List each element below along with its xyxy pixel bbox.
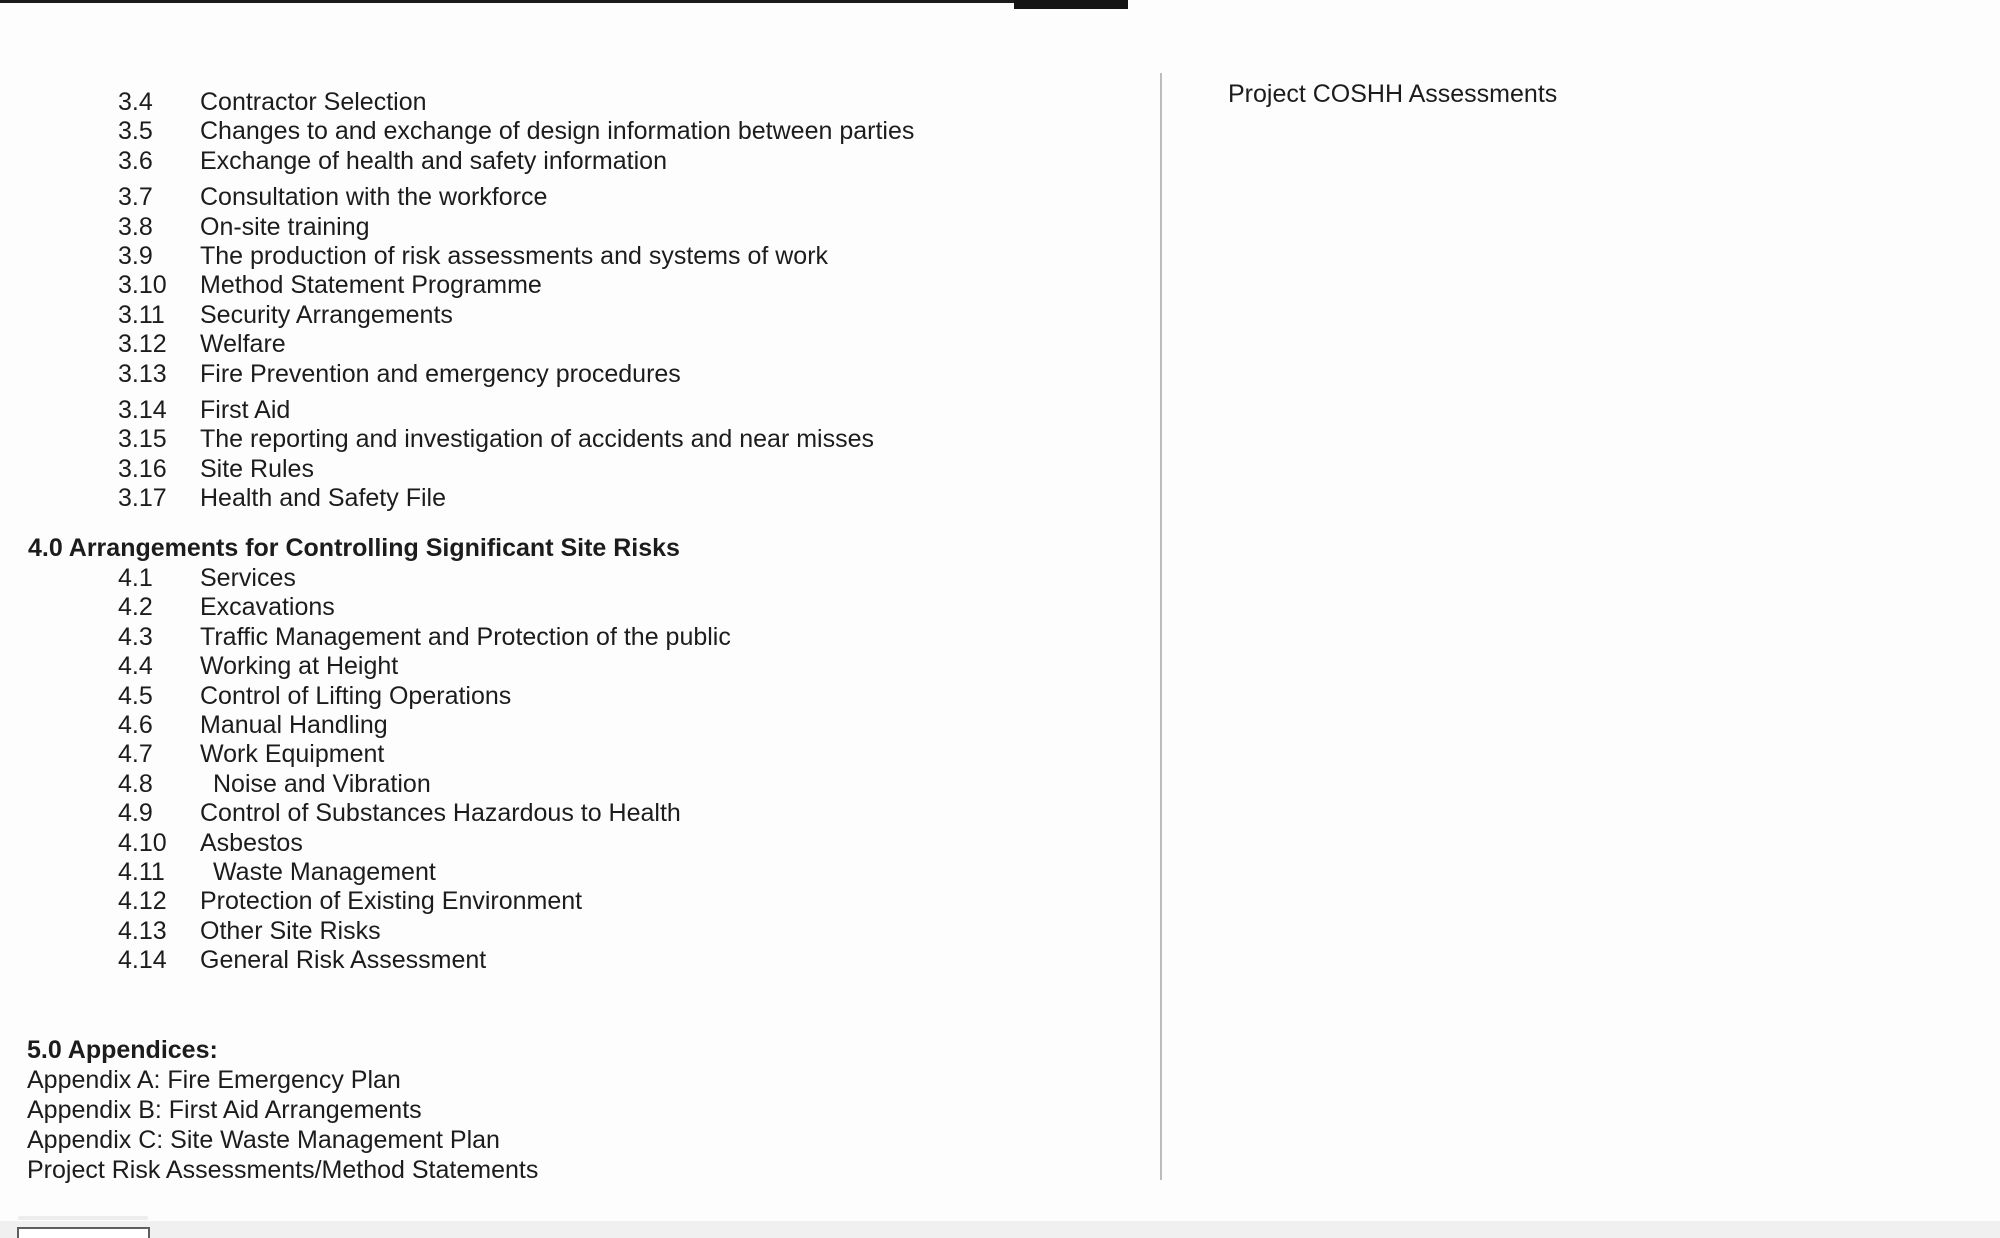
column-divider bbox=[1160, 73, 1162, 1180]
toc-item-number: 4.13 bbox=[118, 916, 167, 945]
toc-item-label: Consultation with the workforce bbox=[200, 183, 548, 212]
toc-item-number: 3.14 bbox=[118, 395, 167, 424]
toc-item bbox=[0, 330, 914, 359]
toc-item-number: 3.10 bbox=[118, 271, 167, 300]
toc-item-label: The production of risk assessments and systems of work bbox=[200, 241, 829, 270]
toc-item-number: 3.5 bbox=[118, 117, 153, 146]
toc-item-number: 3.15 bbox=[118, 425, 167, 454]
toc-item-number: 4.14 bbox=[118, 946, 167, 975]
toc-item-number: 3.17 bbox=[118, 484, 167, 513]
toc-item bbox=[0, 917, 731, 946]
toc-item-number: 3.16 bbox=[118, 454, 167, 483]
section-5-heading: 5.0 Appendices: bbox=[27, 1036, 218, 1064]
toc-item-number: 3.6 bbox=[118, 146, 153, 175]
right-column-title: Project COSHH Assessments bbox=[1228, 80, 1558, 108]
toc-item-label: Exchange of health and safety information bbox=[200, 146, 667, 175]
toc-item-number: 3.4 bbox=[118, 88, 153, 116]
toc-item-label: Fire Prevention and emergency procedures bbox=[200, 359, 681, 388]
section-5-block bbox=[27, 1035, 538, 1185]
toc-item-label: Health and Safety File bbox=[200, 484, 446, 513]
toc-item bbox=[0, 887, 731, 916]
toc-item-label: Traffic Management and Protection of the public bbox=[200, 622, 731, 651]
toc-item-label: Working at Height bbox=[200, 652, 399, 681]
toc-item bbox=[0, 829, 731, 858]
toc-item-number: 4.6 bbox=[118, 710, 153, 739]
toc-item bbox=[0, 147, 914, 176]
appendix-line: Appendix C: Site Waste Management Plan bbox=[27, 1126, 500, 1154]
toc-item-number: 4.12 bbox=[118, 887, 167, 916]
toc-item bbox=[0, 425, 914, 454]
toc-item-label: Control of Substances Hazardous to Health bbox=[200, 799, 681, 828]
toc-item-number: 3.12 bbox=[118, 330, 167, 359]
appendix-line: Appendix A: Fire Emergency Plan bbox=[27, 1066, 401, 1094]
toc-item-number: 4.5 bbox=[118, 681, 153, 710]
toc-item bbox=[0, 740, 731, 769]
toc-item-number: 4.7 bbox=[118, 740, 153, 769]
toc-item bbox=[0, 242, 914, 271]
bottom-bar bbox=[0, 1221, 2000, 1238]
toc-item-label: Contractor Selection bbox=[200, 88, 427, 116]
toc-item-number: 3.11 bbox=[118, 300, 165, 329]
toc-item bbox=[0, 623, 731, 652]
section-3-list bbox=[0, 88, 914, 513]
toc-item-number: 4.11 bbox=[118, 857, 165, 886]
toc-item-number: 4.3 bbox=[118, 622, 153, 651]
toc-item bbox=[0, 946, 731, 975]
toc-item-label: Welfare bbox=[200, 330, 286, 359]
toc-item-label: Services bbox=[200, 564, 296, 592]
toc-item-number: 3.9 bbox=[118, 241, 153, 270]
toc-item bbox=[0, 652, 731, 681]
toc-item-label: Asbestos bbox=[200, 828, 303, 857]
toc-item-number: 4.4 bbox=[118, 652, 153, 681]
toc-item bbox=[0, 271, 914, 300]
toc-item-label: Security Arrangements bbox=[200, 300, 453, 329]
toc-item-number: 3.8 bbox=[118, 212, 153, 241]
toc-item-label: Other Site Risks bbox=[200, 916, 381, 945]
toc-item-label: Manual Handling bbox=[200, 710, 388, 739]
appendix-line: Project Risk Assessments/Method Statements bbox=[27, 1156, 539, 1184]
toc-item bbox=[0, 396, 914, 425]
toc-item bbox=[0, 564, 731, 593]
section-4-list bbox=[0, 564, 731, 975]
toc-item-label: Noise and Vibration bbox=[213, 769, 431, 798]
toc-item-number: 4.1 bbox=[118, 564, 153, 592]
toc-item-number: 3.7 bbox=[118, 183, 153, 212]
toc-item-label: First Aid bbox=[200, 395, 291, 424]
toc-item-number: 4.10 bbox=[118, 828, 167, 857]
toc-item-label: The reporting and investigation of accidents and near misses bbox=[200, 425, 874, 454]
toc-item bbox=[0, 484, 914, 513]
toc-item bbox=[0, 711, 731, 740]
toc-item-label: Site Rules bbox=[200, 454, 314, 483]
toc-item bbox=[0, 183, 914, 212]
toc-item bbox=[0, 799, 731, 828]
toc-item-number: 3.13 bbox=[118, 359, 167, 388]
toc-item-number: 4.2 bbox=[118, 593, 153, 622]
toc-item bbox=[0, 858, 731, 887]
appendix-line: Appendix B: First Aid Arrangements bbox=[27, 1096, 422, 1124]
toc-item bbox=[0, 117, 914, 146]
toc-item bbox=[0, 770, 731, 799]
partial-button[interactable] bbox=[17, 1227, 150, 1238]
toc-item bbox=[0, 455, 914, 484]
toc-item-label: Waste Management bbox=[213, 857, 436, 886]
toc-item-label: Method Statement Programme bbox=[200, 271, 542, 300]
toc-item bbox=[0, 360, 914, 389]
partial-button-halo bbox=[18, 1216, 148, 1220]
toc-item bbox=[0, 593, 731, 622]
toc-item bbox=[0, 213, 914, 242]
toc-item-label: On-site training bbox=[200, 212, 370, 241]
appendix-lines bbox=[27, 1065, 538, 1185]
section-4-heading: 4.0 Arrangements for Controlling Significant Site Risks bbox=[28, 534, 680, 562]
toc-item bbox=[0, 88, 914, 117]
toc-item bbox=[0, 682, 731, 711]
toc-item-label: Excavations bbox=[200, 593, 335, 622]
toc-item bbox=[0, 301, 914, 330]
toc-item-label: Protection of Existing Environment bbox=[200, 887, 583, 916]
toc-item-label: Work Equipment bbox=[200, 740, 385, 769]
toc-item-label: General Risk Assessment bbox=[200, 946, 487, 975]
toc-item-label: Control of Lifting Operations bbox=[200, 681, 512, 710]
toc-item-label: Changes to and exchange of design information between parties bbox=[200, 117, 915, 146]
toc-item-number: 4.9 bbox=[118, 799, 153, 828]
toc-item-number: 4.8 bbox=[118, 769, 153, 798]
